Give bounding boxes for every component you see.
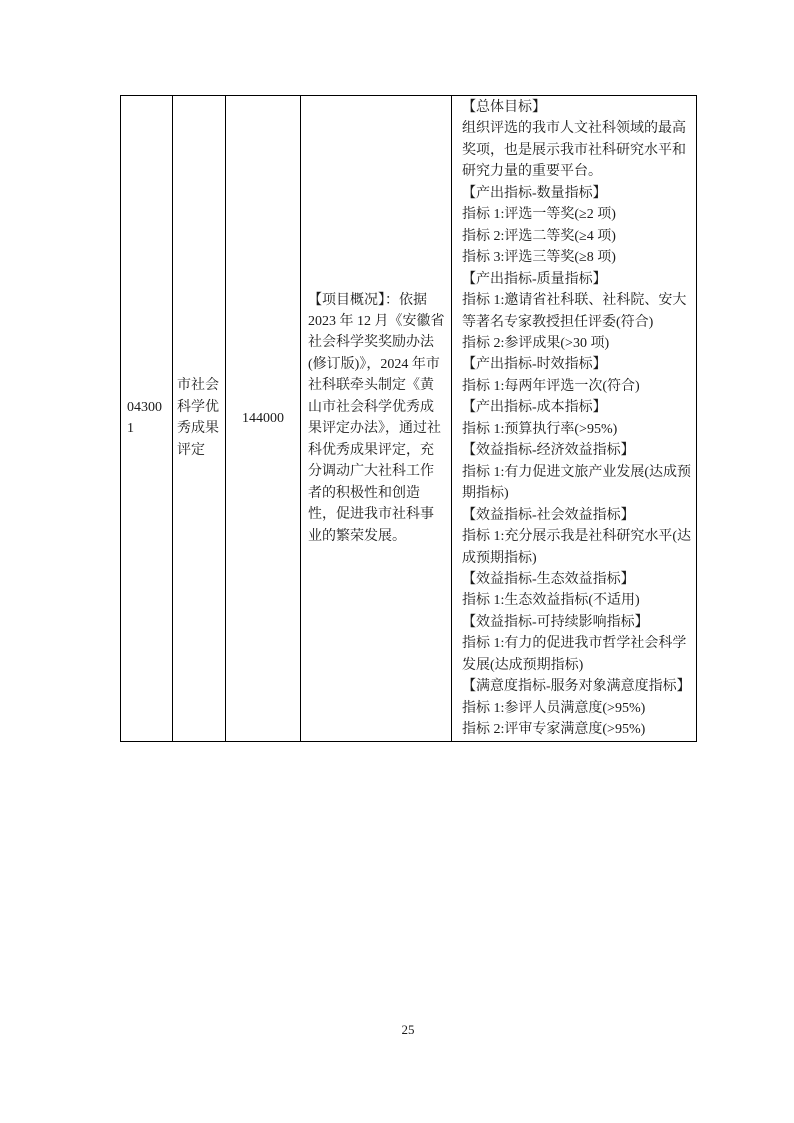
indicator-section-heading: 【产出指标-质量指标】 xyxy=(462,271,607,287)
indicator-section-overall-goal xyxy=(462,97,692,183)
indicator-section-benefit-social xyxy=(462,505,692,569)
indicator-section-heading: 【效益指标-生态效益指标】 xyxy=(462,571,635,587)
budget-amount-cell xyxy=(226,96,301,742)
indicator-item: 指标 1:每两年评选一次(符合) xyxy=(462,378,640,394)
indicator-section-heading: 【效益指标-可持续影响指标】 xyxy=(462,614,649,630)
indicator-item: 指标 1:参评人员满意度(>95%) xyxy=(462,700,646,716)
indicator-sections xyxy=(462,97,692,741)
indicator-section-output-timeliness xyxy=(462,354,692,397)
indicator-item: 组织评选的我市人文社科领域的最高奖项，也是展示我市社科研究水平和研究力量的重要平台。 xyxy=(462,121,686,180)
indicator-section-heading: 【产出指标-时效指标】 xyxy=(462,357,607,373)
indicator-item: 指标 1:有力促进文旅产业发展(达成预期指标) xyxy=(462,464,692,502)
project-name: 市社会科学优秀成果评定 xyxy=(177,378,219,458)
indicator-section-output-cost xyxy=(462,397,692,440)
table-row xyxy=(121,96,697,742)
indicators-cell xyxy=(452,96,697,742)
project-code: 043001 xyxy=(127,399,162,437)
project-code-cell xyxy=(121,96,173,742)
indicator-item: 指标 2:参评成果(>30 项) xyxy=(462,335,610,351)
indicator-item: 指标 1:有力的促进我市哲学社会科学发展(达成预期指标) xyxy=(462,636,687,673)
indicator-item: 指标 1:生态效益指标(不适用) xyxy=(462,593,640,609)
indicator-item: 指标 3:评选三等奖(≥8 项) xyxy=(462,250,616,266)
indicator-item: 指标 1:预算执行率(>95%) xyxy=(462,421,618,437)
indicator-section-heading: 【总体目标】 xyxy=(462,100,546,115)
indicator-section-satisfaction xyxy=(462,676,692,740)
project-performance-table xyxy=(120,95,697,742)
indicator-item: 指标 1:邀请省社科联、社科院、安大等著名专家教授担任评委(符合) xyxy=(462,293,687,330)
indicator-item: 指标 1:评选一等奖(≥2 项) xyxy=(462,207,616,223)
project-overview-text: 【项目概况】：依据 2023 年 12 月《安徽省社会科学奖奖励办法(修订版)》，2024 年市社科联牵头制定《黄山市社会科学优秀成果评定办法》，通过社科优秀成果评定，充分调动广大社科工作者的积极性和创造性，促进我市社科事业的繁荣发展。 xyxy=(308,292,445,544)
indicator-section-heading: 【效益指标-社会效益指标】 xyxy=(462,507,635,523)
indicator-section-heading: 【效益指标-经济效益指标】 xyxy=(462,443,635,459)
indicator-section-heading: 【产出指标-成本指标】 xyxy=(462,400,607,416)
indicator-section-benefit-ecological xyxy=(462,569,692,612)
indicator-section-output-quality xyxy=(462,269,692,355)
indicator-item: 指标 1:充分展示我是社科研究水平(达成预期指标) xyxy=(462,529,692,566)
budget-amount: 144000 xyxy=(242,410,284,426)
project-name-cell xyxy=(173,96,226,742)
indicator-item: 指标 2:评审专家满意度(>95%) xyxy=(462,722,646,738)
project-overview-cell xyxy=(301,96,452,742)
indicator-section-heading: 【满意度指标-服务对象满意度指标】 xyxy=(462,679,691,695)
indicator-item: 指标 2:评选二等奖(≥4 项) xyxy=(462,228,616,244)
indicator-section-output-quantity xyxy=(462,183,692,269)
indicator-section-benefit-sustainability xyxy=(462,612,692,676)
indicator-section-benefit-economic xyxy=(462,440,692,504)
indicator-section-heading: 【产出指标-数量指标】 xyxy=(462,185,607,201)
page-number: 25 xyxy=(401,1022,415,1037)
